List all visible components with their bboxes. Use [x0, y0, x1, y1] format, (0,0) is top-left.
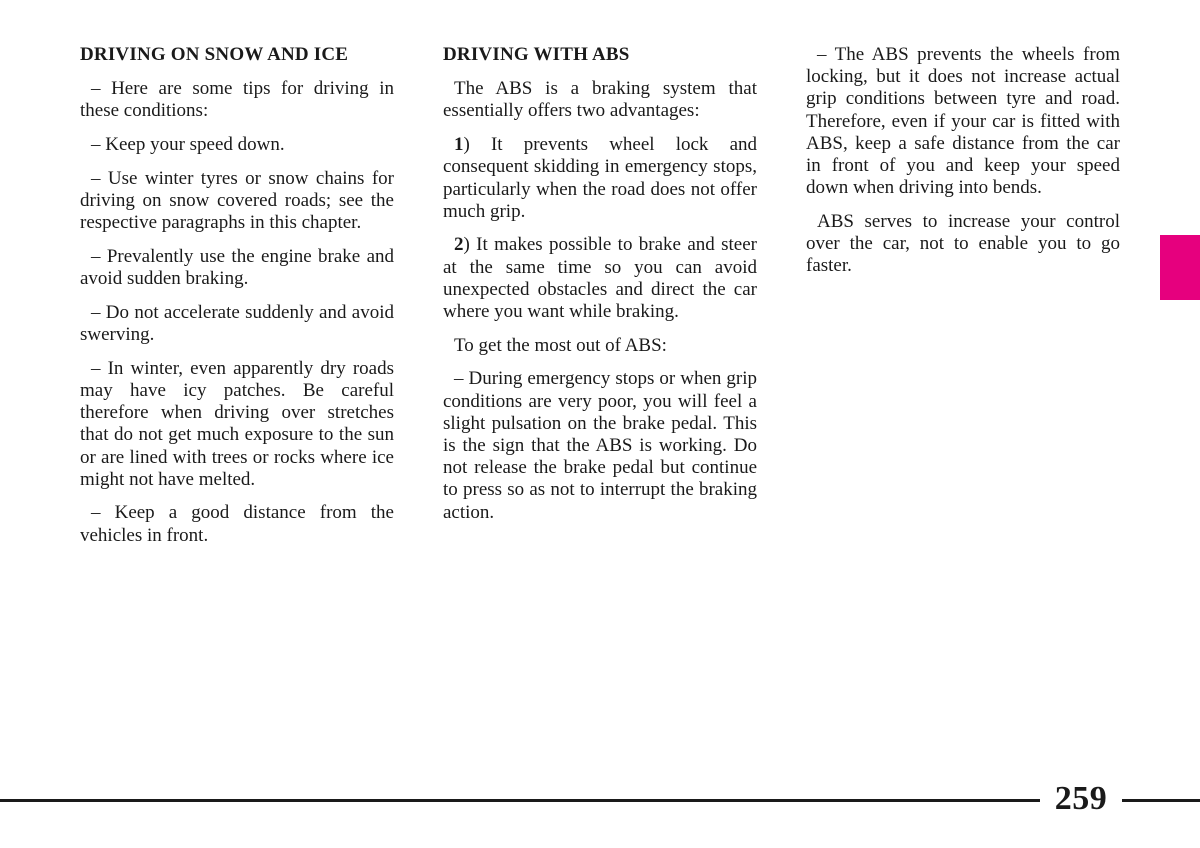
paragraph-tip-tyres: – Use winter tyres or snow chains for driving on snow covered roads; see the respective paragraphs in this chapter.	[80, 167, 394, 234]
paragraph-abs-intro: The ABS is a braking system that essentially offers two advantages:	[443, 78, 757, 122]
paragraph-tip-speed: – Keep your speed down.	[91, 134, 285, 156]
paragraph-tip-icy-patches: – In winter, even apparently dry roads may have icy patches. Be careful therefore when driving over stretches that do not get much exposure to the sun or are lined with trees or rocks where ice might not have melted.	[80, 357, 394, 490]
footer-rule-left	[0, 799, 1040, 802]
paragraph-abs-advantage-2	[443, 234, 757, 323]
advantage-text-2: ) It makes possible to brake and steer at the same time so you can avoid unexpected obstacles and direct the car where you want while braking.	[443, 234, 757, 323]
page-number: 259	[1054, 780, 1108, 817]
paragraph-tip-accelerate: – Do not accelerate suddenly and avoid swerving.	[80, 301, 394, 346]
paragraph-abs-control: ABS serves to increase your control over the car, not to enable you to go faster.	[806, 210, 1120, 277]
paragraph-intro: – Here are some tips for driving in these conditions:	[80, 78, 394, 122]
column-driving-abs	[443, 44, 757, 535]
heading-driving-abs: DRIVING WITH ABS	[443, 44, 630, 65]
paragraph-tip-engine-brake: – Prevalently use the engine brake and avoid sudden braking.	[80, 245, 394, 290]
section-tab-marker	[1160, 235, 1200, 300]
advantage-number-1: 1	[454, 134, 464, 156]
advantage-number-2: 2	[454, 234, 464, 256]
heading-driving-snow-ice: DRIVING ON SNOW AND ICE	[80, 44, 349, 65]
footer-rule-right	[1122, 799, 1200, 802]
column-abs-continued	[806, 44, 1120, 289]
column-snow-ice	[80, 44, 394, 558]
paragraph-tip-distance: – Keep a good distance from the vehicles in front.	[80, 502, 394, 546]
paragraph-abs-advantage-1	[443, 134, 757, 223]
advantage-text-1: ) It prevents wheel lock and consequent skidding in emergency stops, particularly when the road does not offer much grip.	[443, 134, 757, 222]
paragraph-abs-tip-pulsation: – During emergency stops or when grip conditions are very poor, you will feel a slight pulsation on the brake pedal. This is the sign that the ABS is working. Do not release the brake pedal but continue to press so as not to interrupt the braking action.	[443, 368, 757, 523]
paragraph-abs-no-grip: – The ABS prevents the wheels from locking, but it does not increase actual grip conditions between tyre and road. Therefore, even if your car is fitted with ABS, keep a safe distance from the car in front of you and keep your speed down when driving into bends.	[806, 44, 1120, 199]
paragraph-abs-tips-intro: To get the most out of ABS:	[454, 334, 667, 356]
